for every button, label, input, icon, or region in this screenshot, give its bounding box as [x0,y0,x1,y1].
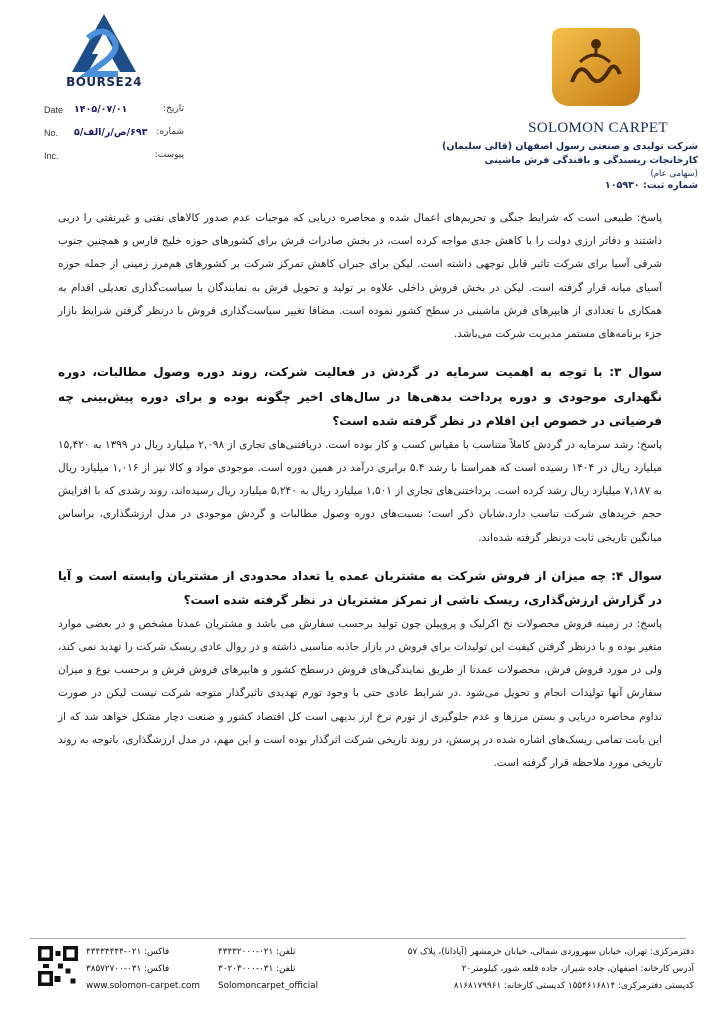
attachment-label-fa: پیوست: [154,150,184,160]
company-type: (سهامی عام) [650,169,698,179]
number-label-en: No. [44,128,59,138]
registration-number: شماره ثبت: ۱۰۵۹۳۰ [604,180,698,191]
attachment-row [44,150,184,164]
number-row [44,127,184,141]
question-3: سوال ۳: با توجه به اهمیت سرمایه در گردش در فعالیت شرکت، روند دوره وصول مطالبات، دوره نگهداری موجودی و دوره پرداخت بدهی‌ها در سال‌های اخیر چگونه بوده و برای دوره پیش‌بینی چه فرضیاتی در خصوص این اقلام در نظر گرفته شده است؟ [58,365,662,429]
number-value: ۶۹۳/ص/ر/الف/۵ [74,127,148,138]
qr-code-icon [38,946,78,986]
phone-isfahan: تلفن: ۰۳۱-۳۰۲۰۳۰۰۰ [218,964,296,974]
date-value: ۱۴۰۵/۰۷/۰۱ [74,104,128,115]
instagram-handle[interactable]: Solomoncarpet_official [218,981,319,991]
number-label-fa: شماره: [156,127,184,137]
date-label-en: Date [44,105,64,115]
footer-phone-column [218,947,318,998]
footer-divider [30,938,686,939]
fax-isfahan: فاکس: ۰۳۱-۳۸۵۷۲۷۰۰ [86,964,170,974]
fax-tehran: فاکس: ۰۲۱-۴۳۴۳۴۴۴۴ [86,947,170,957]
answer-3: پاسخ: رشد سرمایه در گردش کاملاً متناسب با مقیاس کسب و کار بوده است. دریافتنی‌های تجاری از ۲,۰۹۸ میلیارد ریال در ۱۳۹۹ به ۱۵,۴۲۰ میلیارد ریال در ۱۴۰۴ رسیده است که همراستا با رشد ۵.۴ برابری درآمد در همین دوره است. موجودی مواد و کالا نیز از ۱,۰۱۶ میلیارد ریال به ۷,۱۸۷ میلیارد ریال رشد کرده است. پرداختنی‌های تجاری از ۱,۵۰۱ میلیارد ریال به ۵,۲۴۰ میلیارد ریال رسیده‌اند، روند رشدی که با افزایش حجم خریدهای شرکت تناسب دارد.شایان ذکر است؛ نسبت‌های دوره وصول مطالبات و گردش موجودی در مدل ارزشگذاری، براساس میانگین تاریخی ثابت درنظر گرفته شده‌اند. [58,438,663,544]
postal-codes: کدپستی دفترمرکزی: ۱۵۵۴۶۱۶۸۱۴ کدپستی کارخانه: ۸۱۶۸۱۷۹۹۶۱ [453,981,694,991]
office-address: دفترمرکزی: تهران، خیابان سهروردی شمالی، خیابان خرمشهر (آپادانا)، پلاک ۵۷ [407,947,694,957]
answer-2: پاسخ: طبیعی است که شرایط جنگی و تحریم‌های اعمال شده و محاصره دریایی که موجبات عدم صدور کالاهای نفتی و غیرنفتی را دربی داشتند و دفاتر ارزی دولت را با کاهش جدی مواجه کرده است، در بخش صادرات فرش برای کشورهای حوزه خلیج فارس و همچنین جنوب شرقی آسیا برای شرکت تاثیر قابل توجهی داشته است. لیکن برای جبران کاهش تمرکز شرکت بر کشورهای هم‌مرز زمینی از جمله حوزه آسیای میانه قرار گرفته است. لیکن در بخش فروش داخلی علاوه بر تولید و تحویل فرش به نمایندگان با سیاست‌گذاری تعدیلی اقدام به همکاری با تعدادی از هایپرهای فرش ماشینی در سطح کشور نموده است. مضافا تغییر سیاست‌گذاری فروش با درنظر گرفتن شرایط بازار جزء برنامه‌های مستمر مدیریت شرکت می‌باشد. [58,212,662,341]
attachment-label-en: Inc. [44,151,59,161]
phone-tehran: تلفن: ۰۲۱-۴۳۴۳۲۰۰۰ [218,947,296,957]
factory-address: آدرس کارخانه: اصفهان، جاده شیراز، جاده قلعه شور، کیلومتر۲۰ [461,964,694,974]
solomon-carpet-logo [544,22,648,110]
bourse24-logo-text: BOURSE24 [66,75,142,89]
website-link[interactable]: www.solomon-carpet.com [86,981,200,991]
footer-fax-column [86,947,200,998]
company-name-fa: شرکت تولیدی و صنعتی رسول اصفهان (قالی سلیمان) [442,141,698,152]
company-english-name: SOLOMON CARPET [528,120,668,136]
answer-4: پاسخ: در زمینه فروش محصولات نخ اکرلیک و پروپیلن چون تولید برحسب سفارش می باشد و مشتریان عمدتا مشخص و در بعضی موارد متغیر بوده و با درنظر گرفتن کیفیت این تولیدات برای فروش در بازار جاذبه مناسبی داشته و در روال عادی ریسک شرکت را تهدید نمی کند، ولی در مورد فروش فرش، محصولات عمدتا از طریق نمایندگی‌های فروش درسطح کشور و هایپرهای فروش فرش و برحسب نوع و میزان سفارش آنها تولیدات انجام و تحویل می‌شود .در شرایط عادی حتی با وجود تورم تهدیدی تاثیرگذار متوجه شرکت نیست لیکن در صورت تداوم محاصره دریایی و بستن مرزها و عدم جلوگیری از تورم نرخ ارز بدیهی است کل اقتصاد کشور و صنعت دچار مشکل خواهد شد که از این بابت تمامی ریسک‌های اشاره شده در پرسش، در روند تاریخی شرکت اثرگذار بوده است و این مهم، در مدل ارزشگذاری، باتوجه به روند تاریخی مورد ملاحظه قرار گرفته است. [58,617,662,769]
company-subtitle-fa: کارخانجات ریسندگی و بافندگی فرش ماشینی [484,155,698,166]
date-label-fa: تاریخ: [163,104,184,114]
question-4: سوال ۴: چه میزان از فروش شرکت به مشتریان عمده یا تعداد محدودی از مشتریان وابسته است و آیا در گزارش ارزش‌گذاری، ریسک ناشی از تمرکز مشتریان در نظر گرفته شده است؟ [58,568,662,608]
date-row [44,104,184,118]
letter-body [58,207,662,775]
footer-address-column [408,947,694,998]
